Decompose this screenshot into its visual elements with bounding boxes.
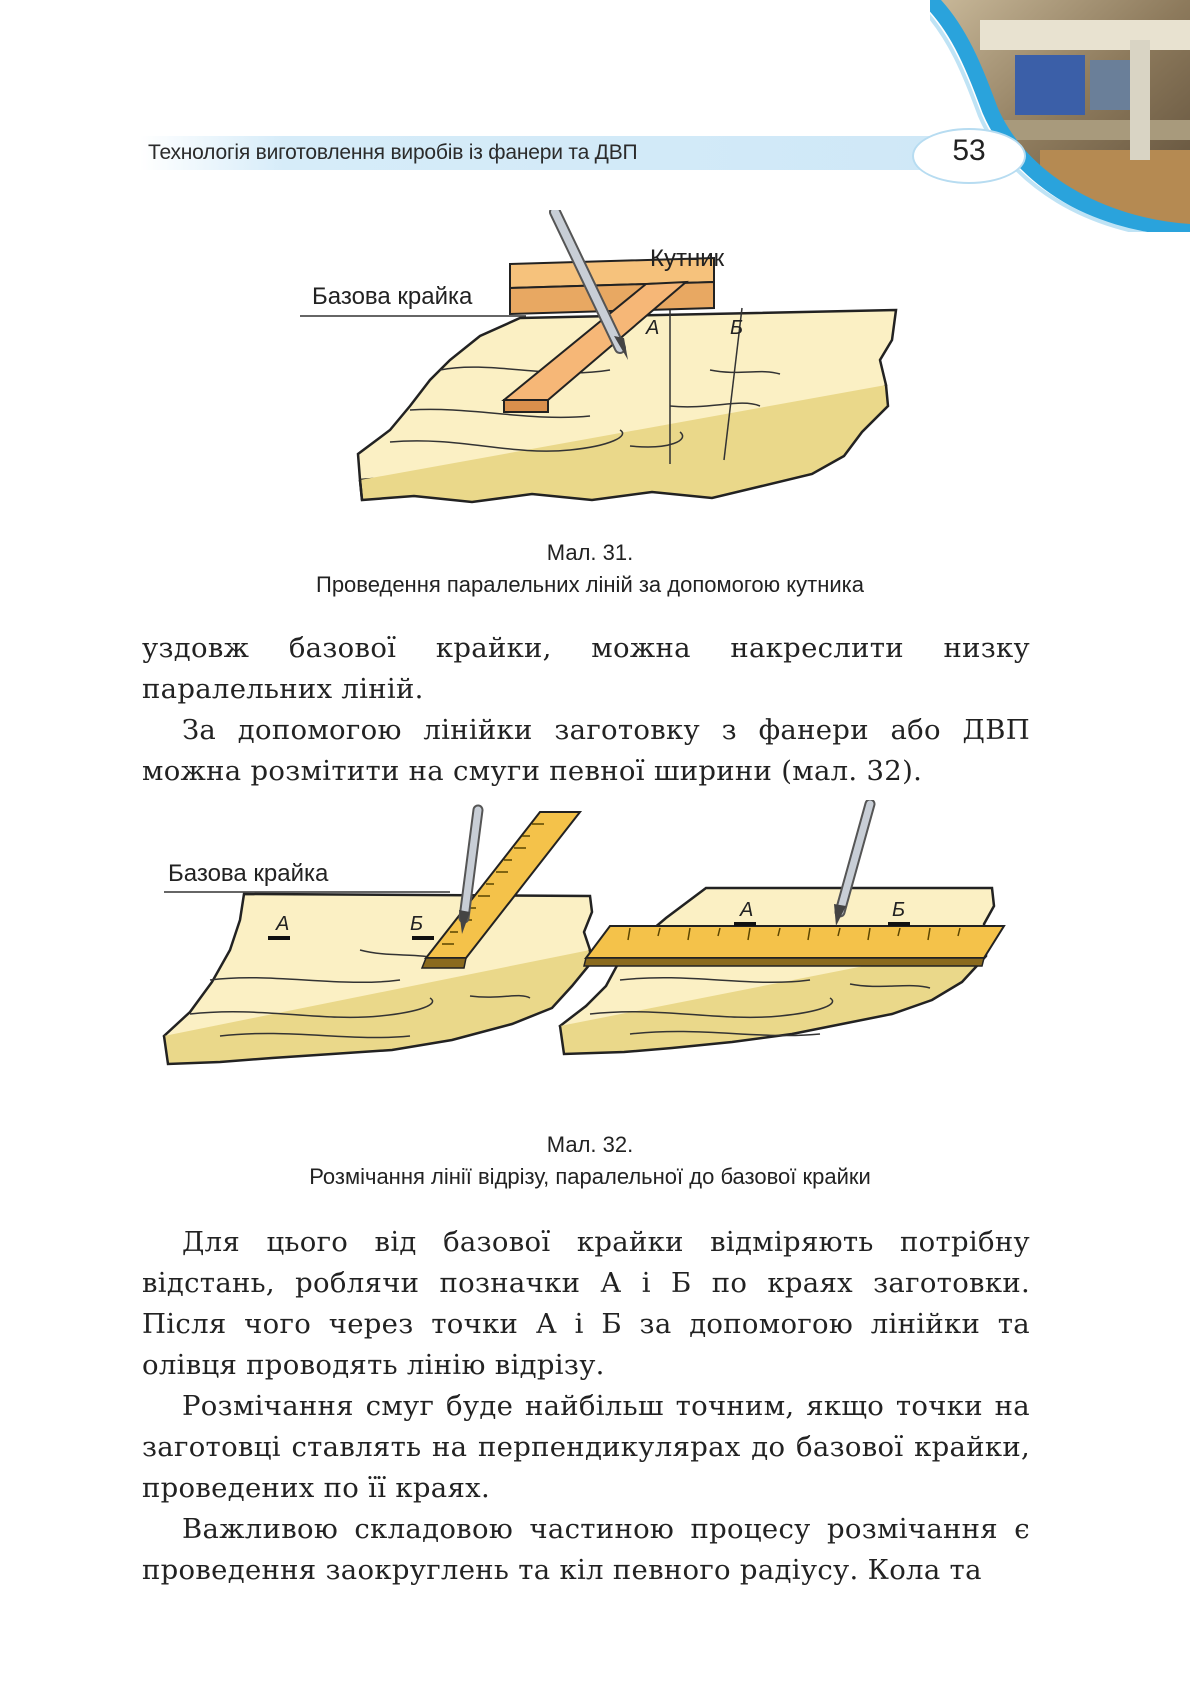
- corner-photo-workshop: [930, 0, 1190, 232]
- figure-31-mark-b: Б: [730, 317, 744, 339]
- figure-32-left-mark-a: А: [276, 913, 290, 935]
- paragraph-ruler-marking: За допомогою лінійки заготовку з фанери або ДВП можна розмітити на смуги певної ширини (мал. 32).: [142, 714, 1030, 787]
- paragraph-rounding-circles: Важливою складовою частиною процесу розмічання є проведення заокруглень та кіл певного радіусу. Кола та: [142, 1513, 1030, 1586]
- figure-32-right-mark-b: Б: [892, 899, 906, 921]
- figure-32-caption-number: Мал. 32.: [546, 1132, 634, 1157]
- figure-32-caption-text: Розмічання лінії відрізу, паралельної до базової крайки: [309, 1164, 871, 1189]
- figure-31-illustration: [290, 210, 910, 510]
- figure-32-illustration: [150, 800, 1020, 1100]
- figure-31-caption-text: Проведення паралельних ліній за допомогою кутника: [316, 572, 864, 597]
- figure-32-right-mark-a: А: [740, 899, 754, 921]
- paragraph-perpendiculars: Розмічання смуг буде найбільш точним, якщо точки на заготовці ставлять на перпендикулярах до базової крайки, проведених по її краях.: [142, 1390, 1030, 1504]
- page-number: 53: [952, 134, 986, 167]
- figure-31-mark-a: А: [646, 317, 660, 339]
- paragraph-continuation: уздовж базової крайки, можна накреслити низку паралельних ліній.: [142, 632, 1030, 705]
- figure-31-caption-number: Мал. 31.: [546, 540, 634, 565]
- figure-31-label-square: Кутник: [650, 245, 725, 272]
- paragraph-marks-a-b: Для цього від базової крайки відміряють потрібну відстань, роблячи позначки А і Б по краях заготовки. Після чого через точки А і Б за допомогою лінійки та олівця проводять лінію відрізу.: [142, 1226, 1030, 1381]
- figure-32-left-mark-b: Б: [410, 913, 424, 935]
- figure-31-label-base-edge: Базова крайка: [312, 283, 473, 310]
- running-header-title: Технологія виготовлення виробів із фанери та ДВП: [148, 141, 638, 164]
- figure-32-label-base-edge: Базова крайка: [168, 860, 329, 887]
